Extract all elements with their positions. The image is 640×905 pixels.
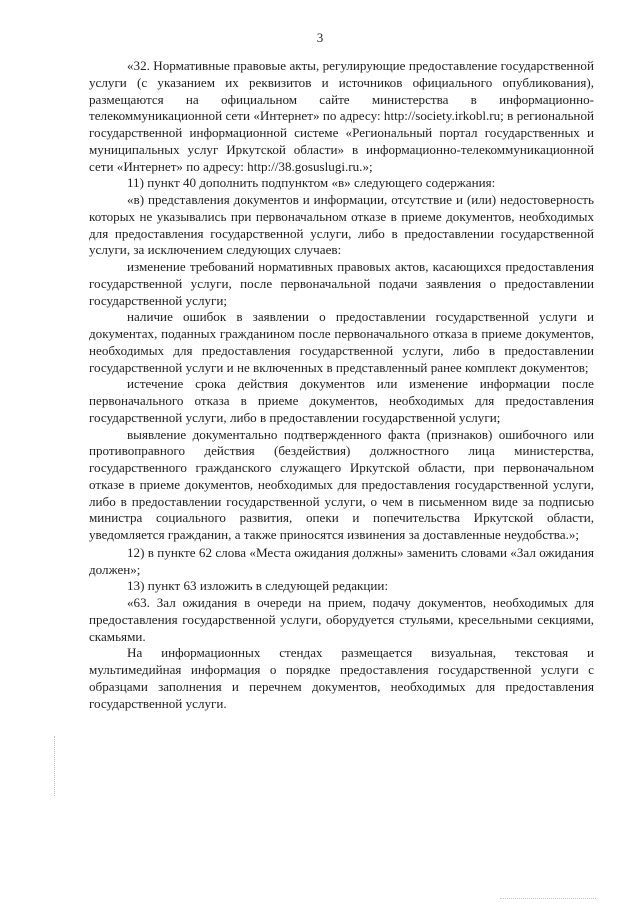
paragraph-info-stands: На информационных стендах размещается визуальная, текстовая и мультимедийная информация о порядке предоставления государственной услуги с образцами заполнения и перечнем документов, необходимых для предоставления государственной услуги. bbox=[89, 645, 594, 711]
paragraph-case-3: истечение срока действия документов или изменение информации после первоначального отказа в приеме документов, необходимых для предоставления государственной услуги, либо в предоставлении государственной услуги; bbox=[89, 376, 594, 425]
paragraph-case-4: выявление документально подтвержденного факта (признаков) ошибочного или противоправного действия (бездействия) должностного лица министерства, государственного гражданского служащего Иркутской области, при первоначальном отказе в приеме документов, необходимых для предоставления государственной услуги, либо в предоставлении государственной услуги, о чем в письменном виде за подписью министра социального развития, опеки и попечительства Иркутской области, уведомляется гражданин, а также приносятся извинения за доставленные неудобства.»; bbox=[89, 426, 594, 542]
paragraph-item-11: 11) пункт 40 дополнить подпунктом «в» следующего содержания: bbox=[127, 175, 496, 191]
paragraph-subitem-v: «в) представления документов и информации, отсутствие и (или) недостоверность которых не указывались при первоначальном отказе в приеме документов, необходимых для предоставления государственной услуги, либо в предоставлении государственной услуги, за исключением следующих случаев: bbox=[89, 192, 594, 258]
document-body bbox=[89, 58, 594, 712]
paragraph-63: «63. Зал ожидания в очереди на прием, подачу документов, необходимых для предоставления государственной услуги, оборудуется стульями, кресельными секциями, скамьями. bbox=[89, 595, 594, 644]
scan-bottom-mark bbox=[500, 898, 596, 901]
paragraph-item-13: 13) пункт 63 изложить в следующей редакции: bbox=[127, 578, 389, 594]
paragraph-case-2: наличие ошибок в заявлении о предоставлении государственной услуги и документах, поданных гражданином после первоначального отказа в приеме документов, необходимых для предоставления государственной услуги, либо в предоставлении государственной услуги и не включенных в представленный ранее комплект документов; bbox=[89, 309, 594, 375]
scan-margin-mark bbox=[54, 736, 56, 796]
paragraph-case-1: изменение требований нормативных правовых актов, касающихся предоставления государственной услуги, после первоначальной подачи заявления о предоставлении государственной услуги; bbox=[89, 259, 594, 308]
paragraph-item-12: 12) в пункте 62 слова «Места ожидания должны» заменить словами «Зал ожидания должен»; bbox=[89, 544, 594, 577]
page-number: 3 bbox=[316, 30, 324, 45]
paragraph-32: «32. Нормативные правовые акты, регулирующие предоставление государственной услуги (с указанием их реквизитов и источников официального опубликования), размещаются на официальном сайте министерства в информационно-телекоммуникационной сети «Интернет» по адресу: http://society.irkobl.ru; в региональной государственной информационной системе «Региональный портал государственных и муниципальных услуг Иркутской области» в информационно-телекоммуникационной сети «Интернет» по адресу: http://38.gosuslugi.ru.»; bbox=[89, 58, 594, 174]
